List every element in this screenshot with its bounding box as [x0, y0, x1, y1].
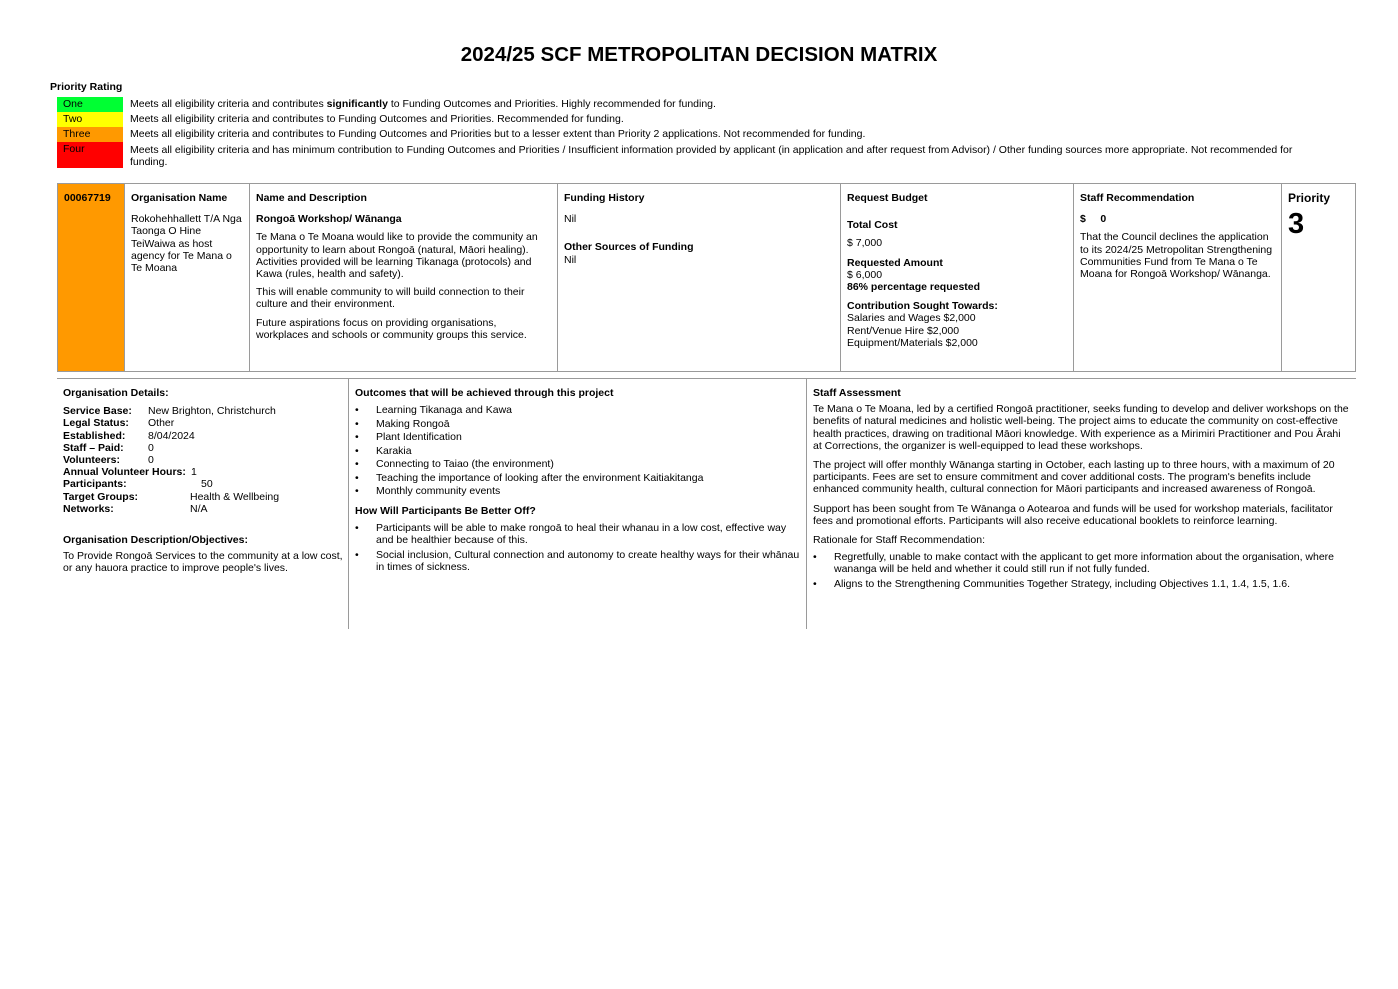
priority-swatch-three: Three	[57, 127, 123, 142]
contribution-item: Rent/Venue Hire $2,000	[847, 324, 960, 337]
outcomes-column	[348, 379, 806, 629]
organisation-details-heading: Organisation Details:	[63, 387, 169, 399]
other-funding-value: Nil	[564, 253, 577, 266]
better-off-item: • Social inclusion, Cultural connection and autonomy to create healthy ways for their whānau in times of sickness.	[355, 549, 800, 573]
requested-amount-value: $ 6,000	[847, 268, 883, 281]
priority-legend-row-one	[57, 97, 1317, 112]
application-id: 00067719	[64, 192, 111, 204]
detail-label: Staff – Paid:	[63, 441, 124, 454]
objectives-text: To Provide Rongoā Services to the community at a low cost, or any hauora practice to improve people's lives.	[63, 550, 343, 575]
priority-swatch-one: One	[57, 97, 123, 112]
detail-row	[63, 417, 343, 429]
assessment-paragraph: Te Mana o Te Moana, led by a certified Rongoā practitioner, seeks funding to develop and deliver workshops on the benefits of natural medicines and holistic well-being. The project aims to educate the community on cost-effective health practices, drawing on traditional Māori knowledge. With experience as a Mirimiri Practitioner and Pou Ārahi at Corrections, the organizer is well-equipped to lead these workshops.	[813, 403, 1349, 452]
priority-cell	[1282, 184, 1355, 371]
priority-heading: Priority	[1288, 191, 1331, 205]
description-paragraph: This will enable community to will build connection to their culture and their environment.	[256, 286, 525, 311]
detail-label: Participants:	[63, 478, 127, 491]
description-heading: Name and Description	[256, 192, 367, 204]
details-section	[57, 379, 1356, 629]
contribution-item: Salaries and Wages $2,000	[847, 312, 976, 325]
detail-value: New Brighton, Christchurch	[148, 405, 276, 418]
rationale-list	[813, 551, 1350, 590]
description-paragraph: Future aspirations focus on providing organisations, workplaces and schools or community groups this service.	[256, 316, 527, 341]
funding-history-value: Nil	[564, 213, 577, 226]
rationale-heading: Rationale for Staff Recommendation:	[813, 534, 985, 547]
priority-text-one	[130, 97, 716, 110]
outcome-item: • Connecting to Taiao (the environment)	[355, 458, 800, 470]
organisation-name: Rokohehhallett T/A Nga Taonga O Hine TeiWaiwa as host agency for Te Mana o Te Moana	[131, 213, 242, 275]
priority-value: 3	[1288, 208, 1305, 241]
priority-rating-heading: Priority Rating	[50, 81, 123, 93]
organisation-name-cell	[125, 184, 250, 371]
outcomes-heading: Outcomes that will be achieved through this project	[355, 387, 614, 399]
requested-amount-label: Requested Amount	[847, 256, 943, 269]
description-paragraph: Te Mana o Te Moana would like to provide the community an opportunity to learn about Rongoā (natural, Māori healing). Activities provided will be learning Tikanaga (protocols) and Kawa (rules, health and safety).	[256, 231, 538, 281]
contribution-label: Contribution Sought Towards:	[847, 300, 998, 313]
priority-text-one-bold: significantly	[326, 98, 388, 110]
rationale-item: • Regretfully, unable to make contact with the applicant to get more information about the organisation, where wananga will be held and whether it could still run if not fully funded.	[813, 551, 1350, 575]
application-table	[57, 183, 1356, 372]
detail-label: Annual Volunteer Hours:	[63, 466, 186, 479]
priority-legend-row-four	[57, 142, 1317, 168]
outcome-item: • Monthly community events	[355, 485, 800, 497]
priority-legend-row-two	[57, 112, 1317, 127]
detail-row	[63, 478, 343, 490]
request-budget-cell	[841, 184, 1074, 371]
total-cost-label: Total Cost	[847, 219, 898, 232]
better-off-heading: How Will Participants Be Better Off?	[355, 505, 536, 518]
staff-assessment-heading: Staff Assessment	[813, 387, 901, 399]
detail-label: Service Base:	[63, 405, 132, 418]
priority-text-one-b: to Funding Outcomes and Priorities. Highly recommended for funding.	[387, 98, 716, 110]
detail-value: 8/04/2024	[148, 429, 195, 442]
funding-history-heading: Funding History	[564, 192, 645, 204]
assessment-paragraph: The project will offer monthly Wānanga starting in October, each lasting up to three hours, with a maximum of 20 participants. Fees are set to ensure commitment and cover additional costs. The program's benefits include enhanced community health, cultural connection for Māori participants and increased awareness of Rongoā.	[813, 459, 1335, 496]
outcomes-list	[355, 404, 800, 497]
project-name: Rongoā Workshop/ Wānanga	[256, 213, 402, 226]
priority-text-two: Meets all eligibility criteria and contributes to Funding Outcomes and Priorities. Recommended for funding.	[130, 113, 624, 125]
percentage-requested: 86% percentage requested	[847, 281, 981, 294]
organisation-name-heading: Organisation Name	[131, 192, 228, 204]
detail-label: Target Groups:	[63, 490, 139, 503]
detail-value: 50	[201, 478, 213, 491]
application-id-cell	[58, 184, 125, 371]
recommended-amount: $ 0	[1080, 213, 1107, 226]
detail-value: 1	[191, 466, 197, 479]
better-off-item: • Participants will be able to make rongoā to heal their whanau in a low cost, effective way and be healthier because of this.	[355, 522, 800, 546]
detail-row	[63, 491, 343, 503]
priority-swatch-four: Four	[57, 142, 123, 168]
detail-label: Networks:	[63, 502, 114, 515]
detail-value: N/A	[190, 502, 208, 515]
detail-value: Health & Wellbeing	[190, 490, 280, 503]
staff-recommendation-text: That the Council declines the application to its 2024/25 Metropolitan Strengthening Communities Fund from Te Mana o Te Moana for Rongoā Workshop/ Wānanga.	[1080, 231, 1273, 281]
staff-recommendation-heading: Staff Recommendation	[1080, 192, 1195, 204]
detail-row	[63, 430, 343, 442]
detail-row	[63, 454, 343, 466]
priority-text-four: Meets all eligibility criteria and has minimum contribution to Funding Outcomes and Priorities / Insufficient information provided by applicant (in application and after request from Advisor) / Other funding sources more appropriate. Not recommended for funding.	[130, 144, 1293, 169]
detail-value: Other	[148, 417, 175, 430]
detail-label: Established:	[63, 429, 126, 442]
assessment-paragraph: Support has been sought from Te Wānanga o Aotearoa and funds will be used for workshop materials, facilitator fees and promotional efforts. Participants will also receive educational booklets to reinforce learning.	[813, 502, 1333, 527]
staff-assessment-column	[806, 379, 1356, 629]
outcome-item: • Karakia	[355, 445, 800, 457]
outcome-item: • Learning Tikanaga and Kawa	[355, 404, 800, 416]
staff-recommendation-cell	[1074, 184, 1282, 371]
outcome-item: • Making Rongoā	[355, 418, 800, 430]
priority-text-one-a: Meets all eligibility criteria and contributes	[130, 98, 327, 110]
outcome-item: • Plant Identification	[355, 431, 800, 443]
rationale-item: • Aligns to the Strengthening Communities Together Strategy, including Objectives 1.1, 1.4, 1.5, 1.6.	[813, 578, 1350, 590]
description-cell	[250, 184, 558, 371]
detail-value: 0	[148, 454, 154, 467]
better-off-list	[355, 522, 800, 573]
total-cost-value: $ 7,000	[847, 237, 883, 250]
organisation-details-column	[57, 379, 349, 629]
detail-row	[63, 405, 343, 417]
funding-history-cell	[558, 184, 841, 371]
contribution-item: Equipment/Materials $2,000	[847, 336, 978, 349]
priority-legend	[57, 97, 1317, 168]
priority-text-three: Meets all eligibility criteria and contributes to Funding Outcomes and Priorities but to a lesser extent than Priority 2 applications. Not recommended for funding.	[130, 128, 866, 140]
request-budget-heading: Request Budget	[847, 192, 928, 204]
detail-row	[63, 503, 343, 515]
detail-label: Legal Status:	[63, 417, 129, 430]
priority-legend-row-three	[57, 127, 1317, 142]
objectives-heading: Organisation Description/Objectives:	[63, 534, 248, 547]
detail-value: 0	[148, 441, 154, 454]
other-funding-heading: Other Sources of Funding	[564, 241, 694, 254]
detail-row	[63, 442, 343, 454]
page-title: 2024/25 SCF METROPOLITAN DECISION MATRIX	[460, 43, 938, 66]
outcome-item: • Teaching the importance of looking after the environment Kaitiakitanga	[355, 472, 800, 484]
detail-label: Volunteers:	[63, 454, 120, 467]
priority-swatch-two: Two	[57, 112, 123, 127]
detail-row	[63, 466, 343, 478]
